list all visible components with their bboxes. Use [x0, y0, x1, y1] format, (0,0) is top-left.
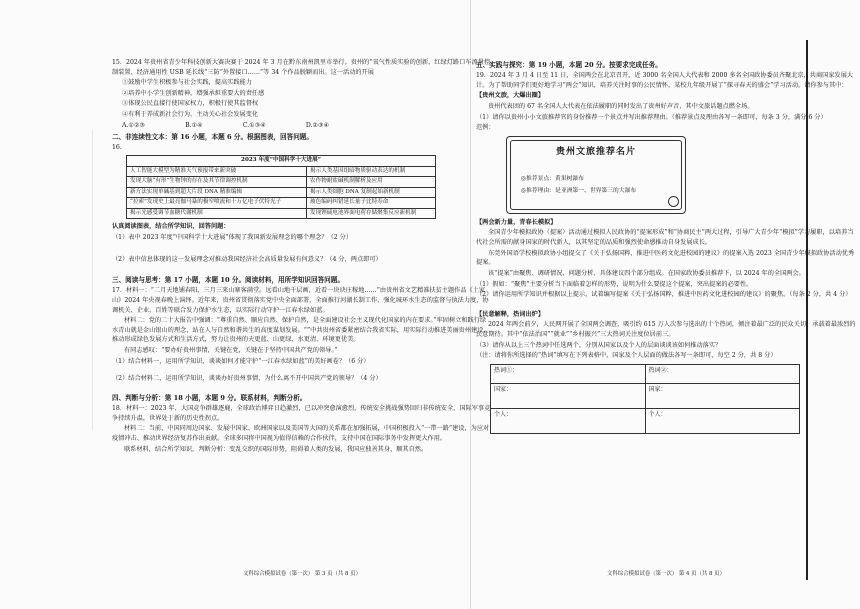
q16-instruction: 认真阅读图表，结合所学知识，回答问题： — [112, 223, 230, 231]
task3-question: （3）请你从以上三个热词中任选两个，分别从国家以及个人的层面谈谈该如何推动落实？ — [476, 341, 722, 349]
answer-cell-hotword-2[interactable]: 热词②： — [645, 364, 800, 383]
choice-b: B.①④ — [185, 121, 203, 129]
q17-sub1: （1）结合材料一，运用所学知识，谈谈如何才能守护“一江春水绿如蓝”的美好画卷？（6 分） — [112, 357, 370, 365]
answer-space — [112, 265, 492, 273]
q18-material-2: 材料二：当前，中国同周边国家、发展中国家、欧洲国家以及美国等大国的关系都在加强拓展，中国积极投入“一带一路”建设，为应对疫情冲击、推动世界经济复苏作出贡献。全球多国将中国视为值得信赖的合作伙伴，支持中国在国际事务中发挥更大作用。 — [112, 425, 490, 442]
q15-option: ①鼓励中学生积极参与社会实践，提高实践能力 — [122, 79, 252, 87]
task1-text: 贵州代表团的 67 名全国人大代表在依法履职的同时发出了贵州好声音，其中文旅话题点燃全场。 — [488, 103, 754, 111]
q18-material-1: 18．材料一：2023 年，大国竞争群雄逐鹿，全球政治博弈日趋激烈，已以冲突愈演愈烈，传统安全挑战强势回归非传统安全，国际军事竞争持续升温，世界处于新的历史性拐点。 — [112, 405, 491, 422]
right-page — [476, 58, 856, 580]
table-cell: 农作物耐盐碱机制解析及应用 — [307, 177, 436, 188]
task2-title: 【两会新力量，青春长模拟】 — [476, 218, 557, 226]
q15-choices — [112, 121, 492, 131]
card-seal-icon — [668, 196, 679, 207]
task2-hint: （1）假如：“聚焦”主要分析当下面临着怎样的形势，说明为什么要提这个提案，突出提案的必要性。 — [476, 280, 753, 288]
task1-title: 【贵州文旅，大爆出圈】 — [476, 92, 545, 100]
task2-text-3: 该“提案”由聚焦、调研情况、问题分析、具体建议四个部分组成。在国家政协委员推荐下，以 2024 年的全国两会。 — [488, 269, 805, 277]
section-5-title: 五、实践与探究：第 19 小题，本题 20 分。按要求完成任务。 — [476, 61, 662, 69]
q17-sub2: （2）结合材料二，运用所学知识，谈谈办好贵州事情，为什么离不开中国共产党的领导？（4 分） — [112, 375, 382, 383]
q15-options — [112, 78, 492, 119]
table-cell: 发现锂硫电池界面电荷存储聚集反应新机制 — [307, 208, 436, 219]
card-reason: ◎推荐理由：是亚洲第一、世界第三的大瀑布 — [521, 187, 637, 194]
q17-material-1: 17．材料一：“二月天地铺春阳，三月三来山寨客满堂。远看山地千层画，近看一块块庄稼地……”由贵州省文艺精准扶贫主题作品《土家山》2024 年央视春晚上演绎。近年来，贵州省贯彻落实党中央全面部署，全面推行河湖长制工作，强化城环水生态的监督与执法力度，协调机关、企业、百姓等联合发力保护水生态，以实际行动守护一江春水绿如蓝。 — [112, 287, 489, 314]
left-page-footer: 文科综合模拟试卷（第一次） 第 3 页（共 8 页） — [243, 570, 361, 577]
answer-cell-hotword-1[interactable]: 热词①： — [491, 364, 646, 383]
answer-cell-person-2[interactable]: 个人： — [645, 408, 800, 433]
table-row — [127, 208, 436, 219]
table-row — [127, 198, 436, 209]
answer-space — [112, 385, 492, 391]
table-row — [127, 177, 436, 188]
card-attraction: ◎推荐景点：黄果树瀑布 — [521, 175, 585, 182]
task3-title: 【民意解释，热词出炉】 — [476, 310, 545, 318]
left-page — [112, 58, 492, 580]
q15-stem: 15．2024 年贵州省青少年科技创新大赛决赛于 2024 年 3 月在黔东南州凯里市举行。贵州的“氧气性质实验的创新、红绿灯路口车流量控制装置、经济通用性 USB 延长线“三防”外置接口……”等 34 个作品脱颖而出。这一活动的开展 — [112, 59, 491, 76]
section-4-title: 四、判断与分析：第 18 小题，本题 9 分。联系材料，判断分析。 — [112, 393, 307, 402]
table-cell: 揭示人类细胞 DNA 复制起始新机制 — [307, 187, 436, 198]
q15-option: ②培养中小学生创新精神，增强承担重要大的责任感 — [122, 89, 265, 97]
task3-note: （注：请将你所选择的“热词”填写在下列表格中，国家及个人层面的做法各写一条即可，每空 2 分，共 8 分） — [476, 352, 777, 360]
choice-d: D.②③④ — [305, 121, 330, 129]
task2-question: （2）请你运用所学知识并根据以上提示，试着编写提案《关于弘扬国粹，推进中医药文化进校园的建议》的聚焦。（每条 2 分，共 4 分） — [476, 291, 852, 299]
table-cell: 新方法实现单碱基到超大片段 DNA 精准编辑 — [127, 187, 307, 198]
answer-cell-person-1[interactable]: 个人： — [491, 408, 646, 433]
answer-space — [112, 244, 492, 254]
tourism-recommendation-card — [506, 136, 686, 214]
q18-judgement: 联系材料，结合所学知识，判断分析：变乱交织的国际形势，阻碍着人类的发展，我国应独善其身、顺其自然。 — [124, 445, 428, 453]
task3-text: 2024 年两会前夕，人民网开展了全国两会调查，吸引约 615 万人次参与选出的十个热词，倾注着最广泛的民众关切，承载着最浓烈的民意期待。其中“依法治国”“就业”“乡村振兴”三大热词关注度位居前三。 — [476, 321, 856, 338]
choice-c: C.①③④ — [242, 121, 266, 129]
task1-question: （1）请你以贵州小小文旅推荐官的身份推荐一个景点并写出推荐理由。（推荐景点及理由各写一条即可，每条 3 分，满分 6 分） — [476, 113, 827, 121]
table-cell: 玻色编码纠错延长量子比特寿命 — [307, 198, 436, 209]
answer-space — [476, 301, 856, 309]
table-cell: 揭示光感受调节血糖代谢机制 — [127, 208, 307, 219]
table-cell: 揭示人类基因组暗物质驱动表达的机制 — [307, 166, 436, 177]
table-title: 2023 年度“中国科学十大进展” — [127, 156, 436, 167]
table-cell: 人工智能大模型为精准天气预报带来新突破 — [127, 166, 307, 177]
task2-text-2: 东莞外国语学校模拟政协小组提交了《关于弘扬国粹，推进中医药文化进校园的建议》的提案入选 2023 全国青少年模拟政协活动优秀提案。 — [476, 249, 855, 267]
q15-option: ③体现公民直接行使国家权力，积极行使其监督权 — [122, 100, 259, 108]
answer-space — [112, 367, 492, 373]
task2-text: 全国青少年模拟政协（提案）活动通过模拟人民政协的“提案形成”和“协商民主”两大过程，引导广大青少年“模拟”学习履职，以培养当代社会所需的献身国家的时代新人，以其坚定的品质和强烈使命感推动自身发展成长。 — [476, 229, 854, 247]
choice-a: A.①②③ — [122, 121, 146, 129]
scan-shadow-line — [92, 130, 93, 430]
example-label: 范例： — [476, 124, 495, 132]
science-progress-table — [126, 155, 436, 219]
answer-table — [490, 364, 800, 434]
table-cell: 发现大脑“有形”生物钟的存在及其节律调控机制 — [127, 177, 307, 188]
table-row — [127, 166, 436, 177]
q16-label: 16. — [112, 144, 122, 152]
q15-option: ④有利于养成新社会行为，主动关心社会发展变化 — [122, 111, 259, 119]
table-cell: “拉索”发现史上最亮伽马暴的极窄喷流和十万亿电子伏特光子 — [127, 198, 307, 209]
section-2-title: 二、非连续性文本：第 16 小题，本题 6 分。根据图表，回答问题。 — [112, 133, 313, 142]
q17-material-2: 材料二：党的二十大报告中强调：“尊重自然、顺应自然、保护自然，是全面建设社会主义现代化国家的内在要求。”牢固树立和践行绿水青山就是金山银山的理念，站在人与自然和谐共生的高度谋划发展。“”中共贵州省委紧密结合我省实际，用实际行动推进美丽贵州建设，推动形成绿色发展方式和生活方式，努力让贵州的天更蓝、山更绿、水更清、环境更优美。 — [112, 317, 490, 344]
right-page-footer: 文科综合模拟试卷（第一次） 第 4 页（共 8 页） — [607, 570, 725, 577]
answer-cell-country-1[interactable]: 国家： — [491, 383, 646, 408]
card-title: 贵州文旅推荐名片 — [555, 146, 636, 157]
table-row — [127, 187, 436, 198]
q16-sub2: （2）表中信息体现的这一发展理念对推动我国经济社会高质量发展有何意义？（4 分，两点即可） — [112, 255, 382, 263]
answer-cell-country-2[interactable]: 国家： — [645, 383, 800, 408]
section-3-title: 三、阅读与思考：第 17 小题，本题 10 分。阅读材料，用所学知识回答问题。 — [112, 276, 344, 285]
q17-material-3: 有同志感叹：“要办好贵州事情，关键在党，关键在于坚持中国共产党的领导。” — [124, 347, 338, 355]
q16-sub1: （1）表中 2023 年度“中国科学十大进展”体现了我国新发展理念的哪个理念？（2 分） — [112, 233, 353, 241]
q19-intro: 19．2024 年 3 月 4 日至 11 日，全国两会在北京召开，近 3000 名全国人大代表和 2000 多名全国政协委员齐聚北京，共商国家发展大计。为了帮助同学们更好地学习“两会”知识，培养关注时事的公民情怀，某校九年级开展了“探寻春天的盛会”学习活动。请你参与其中： — [476, 72, 854, 89]
